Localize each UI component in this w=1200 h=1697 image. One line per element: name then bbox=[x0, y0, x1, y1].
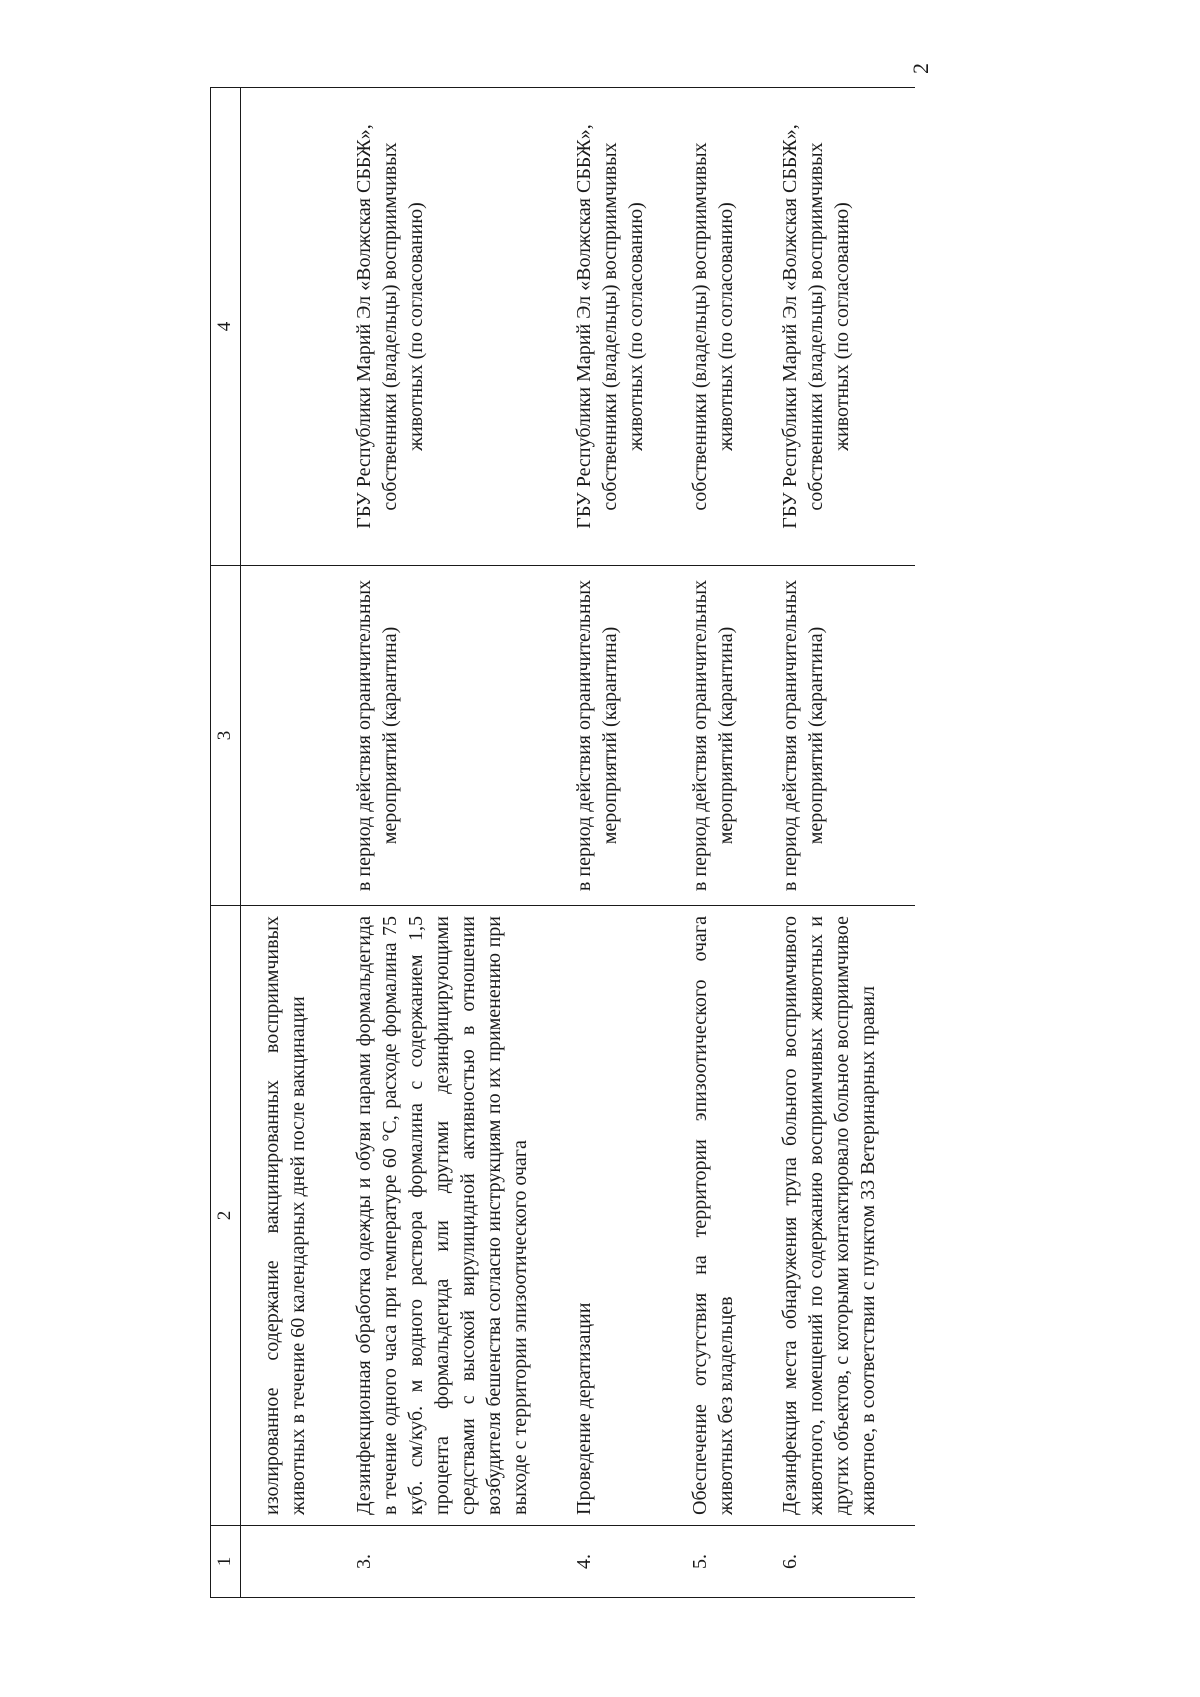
row-term: в период действия ограничительных мероприятий (карантина) bbox=[773, 566, 915, 906]
row-term: в период действия ограничительных мероприятий (карантина) bbox=[567, 566, 683, 906]
row-responsible: ГБУ Республики Марий Эл «Волжская СББЖ», собственники (владельцы) восприимчивых животных (по согласованию) bbox=[567, 88, 683, 566]
row-term bbox=[240, 566, 347, 906]
table-row bbox=[347, 88, 567, 1598]
row-number: 4. bbox=[567, 1526, 683, 1598]
row-number: 5. bbox=[683, 1526, 773, 1598]
row-term: в период действия ограничительных мероприятий (карантина) bbox=[683, 566, 773, 906]
table-row bbox=[240, 88, 347, 1598]
row-number bbox=[240, 1526, 347, 1598]
row-measure: изолированное содержание вакцинированных восприимчивых животных в течение 60 календарных дней после вакцинации bbox=[240, 906, 347, 1526]
header-col-2: 2 bbox=[211, 906, 241, 1526]
row-measure: Дезинфекционная обработка одежды и обуви парами формальдегида в течение одного часа при температуре 60 °С, расходе формалина 75 куб. см/куб. м водного раствора формалина с содержанием 1,5 процента формальдегида или другими дезинфицирующими средствами с высокой вирулицидной активностью в отношении возбудителя бешенства согласно инструкциям по их применению при выходе с территории эпизоотического очага bbox=[347, 906, 567, 1526]
measures-table bbox=[210, 87, 915, 1598]
page-number: 2 bbox=[908, 63, 933, 74]
row-responsible bbox=[240, 88, 347, 566]
row-measure: Дезинфекция места обнаружения трупа больного восприимчивого животного, помещений по содержанию восприимчивых животных и других объектов, с которыми контактировало больное восприимчивое животное, в соответствии с пунктом 33 Ветеринарных правил bbox=[773, 906, 915, 1526]
rotated-page-content bbox=[210, 88, 1010, 1598]
header-col-4: 4 bbox=[211, 88, 241, 566]
row-responsible: ГБУ Республики Марий Эл «Волжская СББЖ», собственники (владельцы) восприимчивых животных (по согласованию) bbox=[347, 88, 567, 566]
header-col-1: 1 bbox=[211, 1526, 241, 1598]
row-term: в период действия ограничительных мероприятий (карантина) bbox=[347, 566, 567, 906]
row-responsible: ГБУ Республики Марий Эл «Волжская СББЖ», собственники (владельцы) восприимчивых животных (по согласованию) bbox=[773, 88, 915, 566]
table-row bbox=[773, 88, 915, 1598]
row-responsible: собственники (владельцы) восприимчивых животных (по согласованию) bbox=[683, 88, 773, 566]
row-number: 6. bbox=[773, 1526, 915, 1598]
row-number: 3. bbox=[347, 1526, 567, 1598]
table-header-row bbox=[211, 88, 241, 1598]
table-row bbox=[683, 88, 773, 1598]
header-col-3: 3 bbox=[211, 566, 241, 906]
table-row bbox=[567, 88, 683, 1598]
row-measure: Проведение дератизации bbox=[567, 906, 683, 1526]
row-measure: Обеспечение отсутствия на территории эпизоотического очага животных без владельцев bbox=[683, 906, 773, 1526]
